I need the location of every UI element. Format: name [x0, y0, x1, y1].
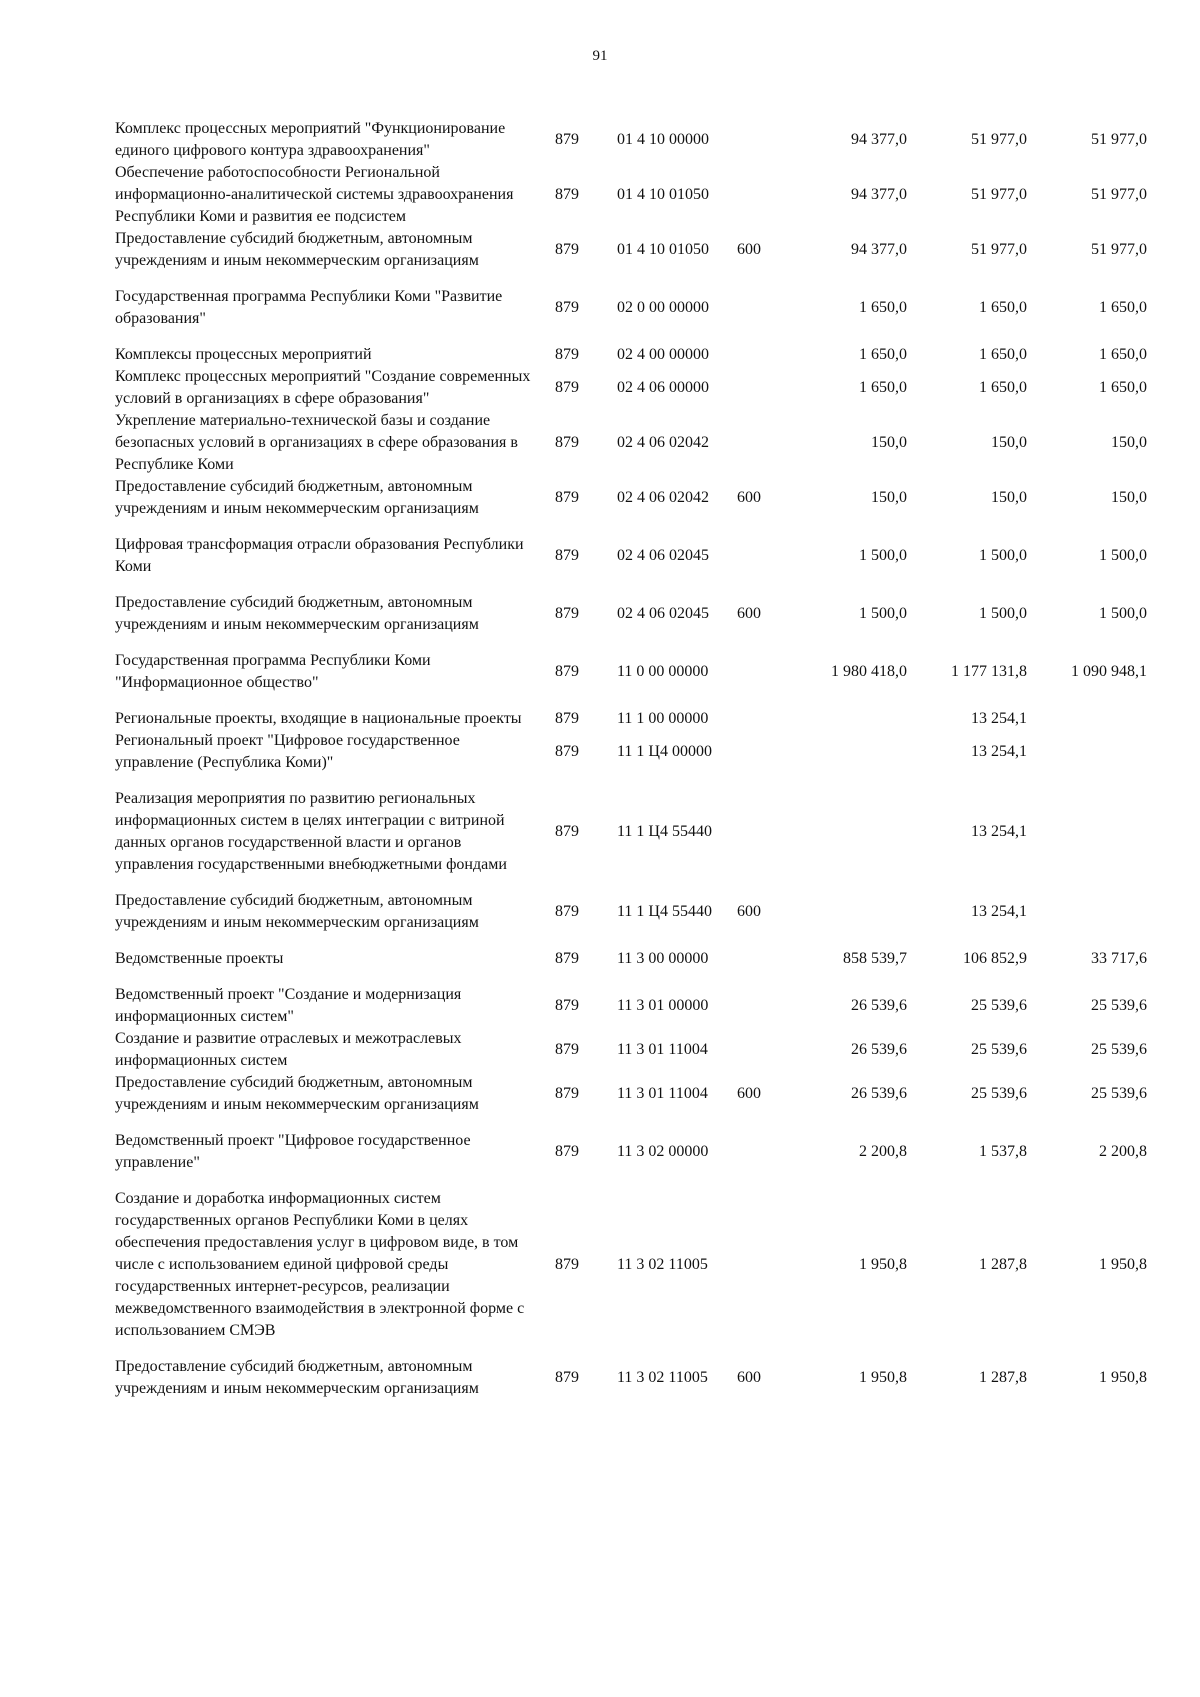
row-spacer-cell: [115, 1342, 1147, 1356]
row-dept-code: 879: [555, 1041, 579, 1058]
row-spacer: [115, 1116, 1147, 1130]
table-row: [115, 984, 1147, 1028]
table-row: [115, 286, 1147, 330]
row-name: Ведомственные проекты: [115, 950, 284, 967]
row-value-year2: 106 852,9: [963, 950, 1027, 967]
row-dept-code: 879: [555, 241, 579, 258]
row-value-year1: 1 650,0: [859, 379, 907, 396]
row-target-code: 01 4 10 00000: [617, 131, 709, 148]
row-expense-type: [737, 1188, 787, 1342]
row-dept-code: 879: [555, 743, 579, 760]
row-value-year1: 1 500,0: [859, 547, 907, 564]
row-value-year3: 1 650,0: [1099, 299, 1147, 316]
row-dept-code: 879: [555, 299, 579, 316]
row-value-year3: [1027, 730, 1147, 774]
row-target-code: 01 4 10 01050: [617, 241, 709, 258]
row-name: Комплексы процессных мероприятий: [115, 346, 372, 363]
table-row: [115, 1188, 1147, 1342]
row-value-year1: [787, 890, 907, 934]
row-expense-type: [737, 730, 787, 774]
row-expense-type: [737, 984, 787, 1028]
row-spacer-cell: [115, 636, 1147, 650]
row-target-code: 02 4 06 02042: [617, 489, 709, 506]
row-target-code: 02 4 06 02045: [617, 547, 709, 564]
row-target-code: 11 3 00 00000: [617, 950, 709, 967]
row-name: Государственная программа Республики Коми "Информационное общество": [115, 652, 431, 691]
row-target-code: 01 4 10 01050: [617, 186, 709, 203]
row-spacer: [115, 636, 1147, 650]
row-value-year1: [787, 708, 907, 730]
row-name: Комплекс процессных мероприятий "Создание современных условий в организациях в сфере образования": [115, 368, 531, 407]
row-value-year1: 94 377,0: [851, 186, 907, 203]
row-target-code: 02 4 06 02042: [617, 434, 709, 451]
row-spacer-cell: [115, 1116, 1147, 1130]
row-value-year2: 25 539,6: [971, 997, 1027, 1014]
row-target-code: 11 3 01 11004: [617, 1085, 708, 1102]
row-name: Ведомственный проект "Цифровое государственное управление": [115, 1132, 471, 1171]
row-value-year2: 13 254,1: [971, 823, 1027, 840]
row-dept-code: 879: [555, 823, 579, 840]
table-row: [115, 592, 1147, 636]
row-value-year1: [787, 730, 907, 774]
row-spacer-cell: [115, 578, 1147, 592]
row-value-year1: 94 377,0: [851, 131, 907, 148]
row-spacer-cell: [115, 1174, 1147, 1188]
row-value-year2: 13 254,1: [971, 710, 1027, 727]
row-value-year1: 858 539,7: [843, 950, 907, 967]
row-name: Предоставление субсидий бюджетным, автономным учреждениям и иным некоммерческим организациям: [115, 230, 479, 269]
row-expense-type: [737, 650, 787, 694]
table-row: [115, 1072, 1147, 1116]
row-value-year1: 1 500,0: [859, 605, 907, 622]
table-row: [115, 366, 1147, 410]
row-expense-type: [737, 1028, 787, 1072]
table-row: [115, 1130, 1147, 1174]
row-value-year3: [1027, 708, 1147, 730]
row-spacer: [115, 774, 1147, 788]
row-target-code: 11 3 02 11005: [617, 1256, 708, 1273]
row-spacer-cell: [115, 970, 1147, 984]
row-target-code: 02 0 00 00000: [617, 299, 709, 316]
row-value-year2: 150,0: [991, 489, 1027, 506]
row-expense-type: [737, 286, 787, 330]
row-value-year1: 150,0: [871, 434, 907, 451]
row-value-year2: 13 254,1: [971, 903, 1027, 920]
row-dept-code: 879: [555, 710, 579, 727]
row-expense-type: 600: [737, 1369, 761, 1386]
row-expense-type: [737, 118, 787, 162]
row-value-year2: 13 254,1: [971, 743, 1027, 760]
row-expense-type: 600: [737, 489, 761, 506]
row-spacer-cell: [115, 774, 1147, 788]
row-spacer: [115, 1174, 1147, 1188]
row-expense-type: 600: [737, 605, 761, 622]
table-row: [115, 948, 1147, 970]
row-spacer-cell: [115, 934, 1147, 948]
row-spacer-cell: [115, 272, 1147, 286]
row-spacer: [115, 1400, 1147, 1426]
row-spacer: [115, 330, 1147, 344]
row-target-code: 02 4 00 00000: [617, 346, 709, 363]
row-value-year1: 2 200,8: [859, 1143, 907, 1160]
row-dept-code: 879: [555, 950, 579, 967]
row-value-year2: 25 539,6: [971, 1041, 1027, 1058]
row-dept-code: 879: [555, 997, 579, 1014]
table-row: [115, 788, 1147, 876]
row-dept-code: 879: [555, 434, 579, 451]
row-value-year1: 26 539,6: [851, 1041, 907, 1058]
row-expense-type: [737, 344, 787, 366]
row-value-year3: 150,0: [1111, 489, 1147, 506]
row-target-code: 11 1 Ц4 55440: [617, 823, 712, 840]
row-dept-code: 879: [555, 1256, 579, 1273]
row-value-year1: 26 539,6: [851, 997, 907, 1014]
row-dept-code: 879: [555, 1085, 579, 1102]
row-spacer: [115, 694, 1147, 708]
row-value-year2: 1 537,8: [979, 1143, 1027, 1160]
row-dept-code: 879: [555, 131, 579, 148]
row-value-year3: 2 200,8: [1099, 1143, 1147, 1160]
row-value-year3: 25 539,6: [1091, 1085, 1147, 1102]
table-row: [115, 1028, 1147, 1072]
row-value-year2: 1 650,0: [979, 346, 1027, 363]
row-name: Предоставление субсидий бюджетным, автономным учреждениям и иным некоммерческим организациям: [115, 478, 479, 517]
row-expense-type: 600: [737, 1085, 761, 1102]
table-row: [115, 476, 1147, 520]
row-target-code: 02 4 06 02045: [617, 605, 709, 622]
row-value-year3: 51 977,0: [1091, 186, 1147, 203]
row-value-year1: 94 377,0: [851, 241, 907, 258]
row-value-year3: 1 650,0: [1099, 346, 1147, 363]
row-expense-type: [737, 788, 787, 876]
row-dept-code: 879: [555, 1369, 579, 1386]
row-name: Обеспечение работоспособности Региональной информационно-аналитической системы здравоохранения Республики Коми и развития ее подсистем: [115, 164, 514, 225]
row-target-code: 11 0 00 00000: [617, 663, 709, 680]
row-value-year2: 1 500,0: [979, 547, 1027, 564]
row-value-year1: 1 980 418,0: [831, 663, 907, 680]
row-target-code: 11 3 01 00000: [617, 997, 709, 1014]
row-value-year1: 1 650,0: [859, 346, 907, 363]
row-dept-code: 879: [555, 346, 579, 363]
row-spacer-cell: [115, 520, 1147, 534]
row-value-year3: 51 977,0: [1091, 131, 1147, 148]
row-spacer: [115, 272, 1147, 286]
row-value-year3: 25 539,6: [1091, 1041, 1147, 1058]
table-row: [115, 344, 1147, 366]
row-value-year1: 150,0: [871, 489, 907, 506]
row-spacer: [115, 1342, 1147, 1356]
row-dept-code: 879: [555, 489, 579, 506]
row-target-code: 11 1 Ц4 00000: [617, 743, 712, 760]
row-target-code: 11 3 02 11005: [617, 1369, 708, 1386]
row-value-year1: [787, 788, 907, 876]
row-value-year3: [1027, 788, 1147, 876]
row-value-year2: 25 539,6: [971, 1085, 1027, 1102]
row-spacer: [115, 876, 1147, 890]
row-name: Создание и доработка информационных систем государственных органов Республики Коми в целях обеспечения предоставления услуг в цифровом виде, в том числе с использованием единой цифровой среды государственных интернет-ресурсов, реализации межведомственного взаимодействия в электронной форме с использованием СМЭВ: [115, 1190, 525, 1339]
row-value-year3: 1 950,8: [1099, 1369, 1147, 1386]
row-expense-type: [737, 708, 787, 730]
row-dept-code: 879: [555, 186, 579, 203]
row-expense-type: [737, 410, 787, 476]
row-name: Предоставление субсидий бюджетным, автономным учреждениям и иным некоммерческим организациям: [115, 1358, 479, 1397]
row-target-code: 11 3 02 00000: [617, 1143, 709, 1160]
row-value-year3: 1 650,0: [1099, 379, 1147, 396]
row-name: Предоставление субсидий бюджетным, автономным учреждениям и иным некоммерческим организациям: [115, 892, 479, 931]
row-dept-code: 879: [555, 547, 579, 564]
budget-rows: [115, 118, 1147, 1426]
row-value-year1: 26 539,6: [851, 1085, 907, 1102]
row-value-year2: 1 500,0: [979, 605, 1027, 622]
row-value-year3: 1 500,0: [1099, 547, 1147, 564]
table-row: [115, 162, 1147, 228]
row-name: Предоставление субсидий бюджетным, автономным учреждениям и иным некоммерческим организациям: [115, 1074, 479, 1113]
budget-table: [115, 118, 1147, 1426]
row-name: Региональные проекты, входящие в национальные проекты: [115, 710, 522, 727]
row-expense-type: [737, 534, 787, 578]
row-spacer: [115, 934, 1147, 948]
row-target-code: 11 3 01 11004: [617, 1041, 708, 1058]
row-name: Государственная программа Республики Коми "Развитие образования": [115, 288, 503, 327]
row-expense-type: [737, 162, 787, 228]
row-value-year2: 1 287,8: [979, 1369, 1027, 1386]
row-value-year3: 1 500,0: [1099, 605, 1147, 622]
row-spacer-cell: [115, 694, 1147, 708]
row-dept-code: 879: [555, 1143, 579, 1160]
row-value-year3: 1 950,8: [1099, 1256, 1147, 1273]
row-value-year2: 1 177 131,8: [951, 663, 1027, 680]
row-spacer-cell: [115, 330, 1147, 344]
row-value-year1: 1 950,8: [859, 1256, 907, 1273]
row-value-year1: 1 950,8: [859, 1369, 907, 1386]
table-row: [115, 534, 1147, 578]
row-name: Комплекс процессных мероприятий "Функционирование единого цифрового контура здравоохранения": [115, 120, 506, 159]
row-spacer: [115, 520, 1147, 534]
table-row: [115, 730, 1147, 774]
row-value-year2: 1 650,0: [979, 379, 1027, 396]
table-row: [115, 708, 1147, 730]
row-expense-type: [737, 366, 787, 410]
row-name: Цифровая трансформация отрасли образования Республики Коми: [115, 536, 524, 575]
row-name: Создание и развитие отраслевых и межотраслевых информационных систем: [115, 1030, 462, 1069]
row-target-code: 02 4 06 00000: [617, 379, 709, 396]
row-dept-code: 879: [555, 903, 579, 920]
row-name: Ведомственный проект "Создание и модернизация информационных систем": [115, 986, 462, 1025]
row-expense-type: 600: [737, 241, 761, 258]
table-row: [115, 890, 1147, 934]
row-name: Предоставление субсидий бюджетным, автономным учреждениям и иным некоммерческим организациям: [115, 594, 479, 633]
row-value-year3: 1 090 948,1: [1071, 663, 1147, 680]
row-value-year1: 1 650,0: [859, 299, 907, 316]
row-expense-type: [737, 1130, 787, 1174]
row-value-year3: [1027, 890, 1147, 934]
row-name: Реализация мероприятия по развитию региональных информационных систем в целях интеграции с витриной данных органов государственной власти и органов управления государственными внебюджетными фондами: [115, 790, 507, 873]
table-row: [115, 228, 1147, 272]
row-value-year3: 33 717,6: [1091, 950, 1147, 967]
table-row: [115, 1356, 1147, 1400]
row-value-year2: 150,0: [991, 434, 1027, 451]
row-spacer-cell: [115, 876, 1147, 890]
row-dept-code: 879: [555, 379, 579, 396]
row-spacer: [115, 578, 1147, 592]
row-value-year2: 51 977,0: [971, 241, 1027, 258]
row-value-year3: 150,0: [1111, 434, 1147, 451]
table-row: [115, 410, 1147, 476]
row-spacer-cell: [115, 1400, 1147, 1426]
row-value-year2: 51 977,0: [971, 131, 1027, 148]
row-target-code: 11 1 00 00000: [617, 710, 709, 727]
table-row: [115, 650, 1147, 694]
row-value-year3: 51 977,0: [1091, 241, 1147, 258]
row-name: Региональный проект "Цифровое государственное управление (Республика Коми)": [115, 732, 460, 771]
row-value-year2: 1 650,0: [979, 299, 1027, 316]
row-target-code: 11 1 Ц4 55440: [617, 903, 712, 920]
table-row: [115, 118, 1147, 162]
row-spacer: [115, 970, 1147, 984]
row-value-year2: 51 977,0: [971, 186, 1027, 203]
row-dept-code: 879: [555, 605, 579, 622]
row-value-year2: 1 287,8: [979, 1256, 1027, 1273]
page-number: 91: [592, 48, 608, 64]
row-dept-code: 879: [555, 663, 579, 680]
row-expense-type: [737, 948, 787, 970]
row-expense-type: 600: [737, 903, 761, 920]
row-value-year3: 25 539,6: [1091, 997, 1147, 1014]
row-name: Укрепление материально-технической базы и создание безопасных условий в организациях в сфере образования в Республике Коми: [115, 412, 518, 473]
